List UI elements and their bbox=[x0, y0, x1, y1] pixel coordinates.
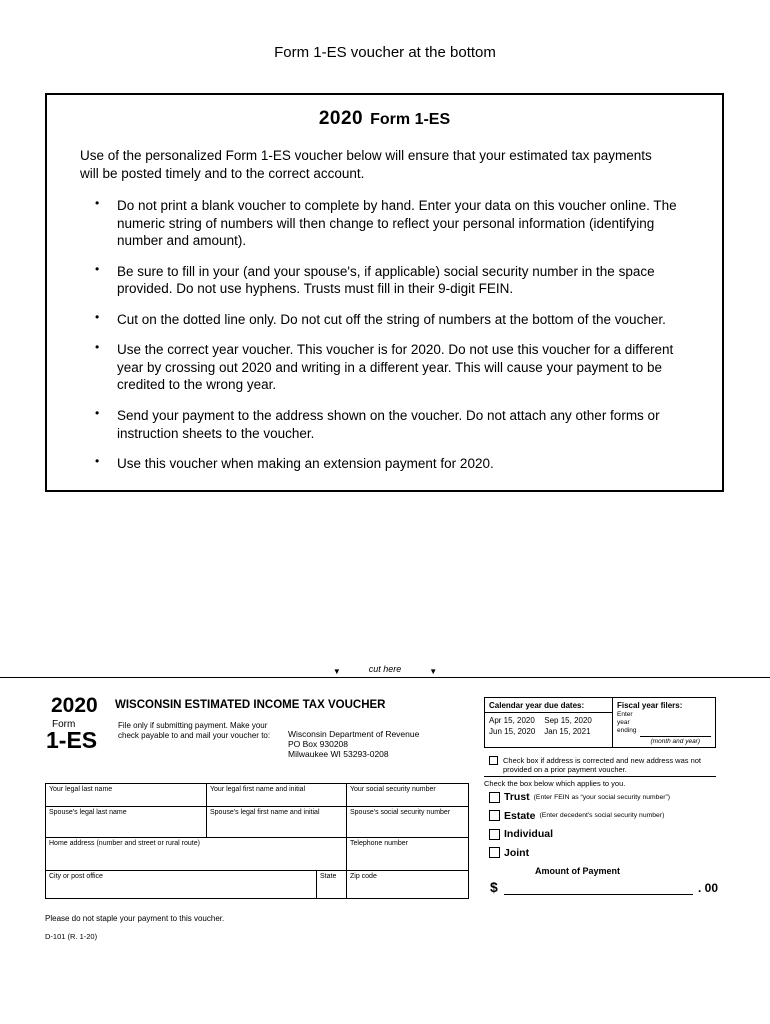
cut-arrow-icon: ▼ bbox=[332, 667, 341, 676]
field-label: Your social security number bbox=[350, 786, 436, 793]
staple-note: Please do not staple your payment to this voucher. bbox=[45, 914, 225, 923]
amount-cents-label: . 00 bbox=[697, 881, 718, 895]
filer-type-label: Estate bbox=[504, 809, 536, 822]
trust-checkbox[interactable] bbox=[489, 792, 500, 803]
calendar-due-dates bbox=[485, 698, 612, 747]
field-label: State bbox=[320, 873, 337, 880]
fiscal-year-body bbox=[617, 711, 711, 745]
fiscal-word: year bbox=[617, 719, 630, 727]
fiscal-year-ending-input[interactable] bbox=[640, 711, 711, 737]
cut-here-marker bbox=[0, 664, 770, 674]
bullet-item: • Cut on the dotted line only. Do not cut off the string of numbers at the bottom of the voucher. bbox=[93, 311, 684, 329]
due-dates-column bbox=[544, 716, 592, 738]
address-correction-checkbox[interactable] bbox=[489, 756, 498, 765]
taxpayer-fields-table bbox=[45, 783, 469, 899]
instructions-bullet-list bbox=[93, 197, 684, 473]
calendar-due-dates-header: Calendar year due dates: bbox=[485, 698, 612, 713]
amount-of-payment-label: Amount of Payment bbox=[535, 866, 621, 876]
table-row bbox=[46, 807, 468, 838]
joint-checkbox[interactable] bbox=[489, 847, 500, 858]
telephone-field[interactable] bbox=[347, 838, 468, 870]
field-label: Home address (number and street or rural route) bbox=[49, 840, 200, 847]
mail-address-line: Milwaukee WI 53293-0208 bbox=[288, 749, 389, 760]
last-name-field[interactable] bbox=[46, 784, 207, 806]
spouse-first-name-field[interactable] bbox=[207, 807, 347, 837]
due-date: Sep 15, 2020 bbox=[544, 716, 592, 725]
fiscal-year-header: Fiscal year filers: bbox=[617, 701, 683, 710]
filer-type-list bbox=[489, 791, 729, 865]
estate-checkbox[interactable] bbox=[489, 810, 500, 821]
instructions-heading bbox=[47, 108, 722, 130]
filer-type-label: Trust bbox=[504, 791, 530, 803]
file-note: File only if submitting payment. Make your check payable to and mail your voucher to: bbox=[118, 721, 271, 740]
field-label: Telephone number bbox=[350, 840, 408, 847]
filer-type-row bbox=[489, 847, 729, 859]
zip-field[interactable] bbox=[347, 871, 468, 898]
dollar-sign: $ bbox=[490, 879, 498, 895]
field-label: Your legal last name bbox=[49, 786, 113, 793]
filer-type-note: (Enter FEIN as “your social security number”) bbox=[533, 793, 671, 801]
bullet-item: • Be sure to fill in your (and your spouse's, if applicable) social security number in the space provided. Do not use hyphens. Trusts must fill in their 9-digit FEIN. bbox=[93, 263, 684, 298]
table-row bbox=[46, 838, 468, 871]
due-date: Jan 15, 2021 bbox=[544, 726, 591, 736]
instructions-intro: Use of the personalized Form 1-ES voucher below will ensure that your estimated tax payments will be posted timely and to the correct account. bbox=[80, 148, 652, 181]
state-field[interactable] bbox=[317, 871, 347, 898]
divider-line bbox=[484, 776, 716, 777]
voucher-year: 2020 bbox=[51, 694, 98, 717]
spouse-last-name-field[interactable] bbox=[46, 807, 207, 837]
due-dates-grid bbox=[485, 713, 612, 741]
field-label: Spouse's legal first name and initial bbox=[210, 809, 320, 816]
filer-type-label: Individual bbox=[504, 828, 554, 840]
table-row bbox=[46, 784, 468, 807]
fiscal-year-instruction bbox=[617, 711, 637, 745]
fiscal-year-filers bbox=[612, 698, 715, 747]
filer-type-row bbox=[489, 828, 729, 840]
mail-address-line: PO Box 930208 bbox=[288, 739, 349, 750]
bullet-item: • Use this voucher when making an extension payment for 2020. bbox=[93, 455, 684, 473]
revenue-mailing-address bbox=[288, 729, 419, 759]
fiscal-year-entry bbox=[640, 711, 711, 745]
page-title: Form 1-ES voucher at the bottom bbox=[274, 44, 496, 61]
field-label: Zip code bbox=[350, 873, 377, 880]
individual-checkbox[interactable] bbox=[489, 829, 500, 840]
field-label: Your legal first name and initial bbox=[210, 786, 306, 793]
filer-type-row bbox=[489, 791, 729, 803]
due-dates-box bbox=[484, 697, 716, 748]
ssn-field[interactable] bbox=[347, 784, 468, 806]
spouse-ssn-field[interactable] bbox=[347, 807, 468, 837]
voucher-form-number: 1-ES bbox=[46, 727, 98, 753]
due-date: Jun 15, 2020 bbox=[489, 726, 536, 736]
instructions-year: 2020 bbox=[318, 108, 364, 129]
bullet-item: • Do not print a blank voucher to complete by hand. Enter your data on this voucher online. The numeric string of numbers will then change to reflect your personal information (identifying number and amount). bbox=[93, 197, 684, 250]
instructions-box bbox=[45, 93, 724, 492]
table-row bbox=[46, 871, 468, 898]
voucher-title: WISCONSIN ESTIMATED INCOME TAX VOUCHER bbox=[115, 699, 386, 711]
field-label: Spouse's legal last name bbox=[49, 809, 127, 816]
address-correction-label: Check box if address is corrected and new address was not provided on a prior payment voucher. bbox=[503, 756, 702, 775]
home-address-field[interactable] bbox=[46, 838, 347, 870]
amount-row bbox=[490, 878, 718, 895]
applies-note: Check the box below which applies to you. bbox=[484, 779, 626, 788]
document-id: D-101 (R. 1-20) bbox=[45, 932, 98, 941]
cut-line bbox=[0, 677, 770, 678]
bullet-item: • Use the correct year voucher. This voucher is for 2020. Do not use this voucher for a different year by crossing out 2020 and writing in a different year. This will cause your payment to be credited to the wrong year. bbox=[93, 341, 684, 394]
due-dates-column bbox=[489, 716, 535, 738]
due-date: Apr 15, 2020 bbox=[489, 716, 535, 725]
fiscal-year-note: (month and year) bbox=[650, 738, 701, 745]
fiscal-word: ending bbox=[617, 727, 637, 735]
filer-type-note: (Enter decedent's social security number) bbox=[539, 812, 665, 819]
bullet-item: • Send your payment to the address shown on the voucher. Do not attach any other forms or instruction sheets to the voucher. bbox=[93, 407, 684, 442]
filer-type-label: Joint bbox=[504, 846, 530, 859]
instructions-form-name: Form 1-ES bbox=[370, 111, 451, 128]
field-label: City or post office bbox=[49, 873, 103, 880]
cut-arrow-icon: ▼ bbox=[429, 667, 438, 676]
amount-input-line[interactable] bbox=[504, 878, 693, 895]
city-field[interactable] bbox=[46, 871, 317, 898]
first-name-field[interactable] bbox=[207, 784, 347, 806]
mail-address-line: Wisconsin Department of Revenue bbox=[288, 729, 420, 739]
address-correction-row bbox=[489, 756, 713, 775]
filer-type-row bbox=[489, 810, 729, 822]
fiscal-word: Enter bbox=[617, 711, 633, 718]
field-label: Spouse's social security number bbox=[350, 809, 451, 816]
cut-here-label: cut here bbox=[368, 664, 402, 674]
voucher-form-word: Form bbox=[52, 719, 76, 730]
